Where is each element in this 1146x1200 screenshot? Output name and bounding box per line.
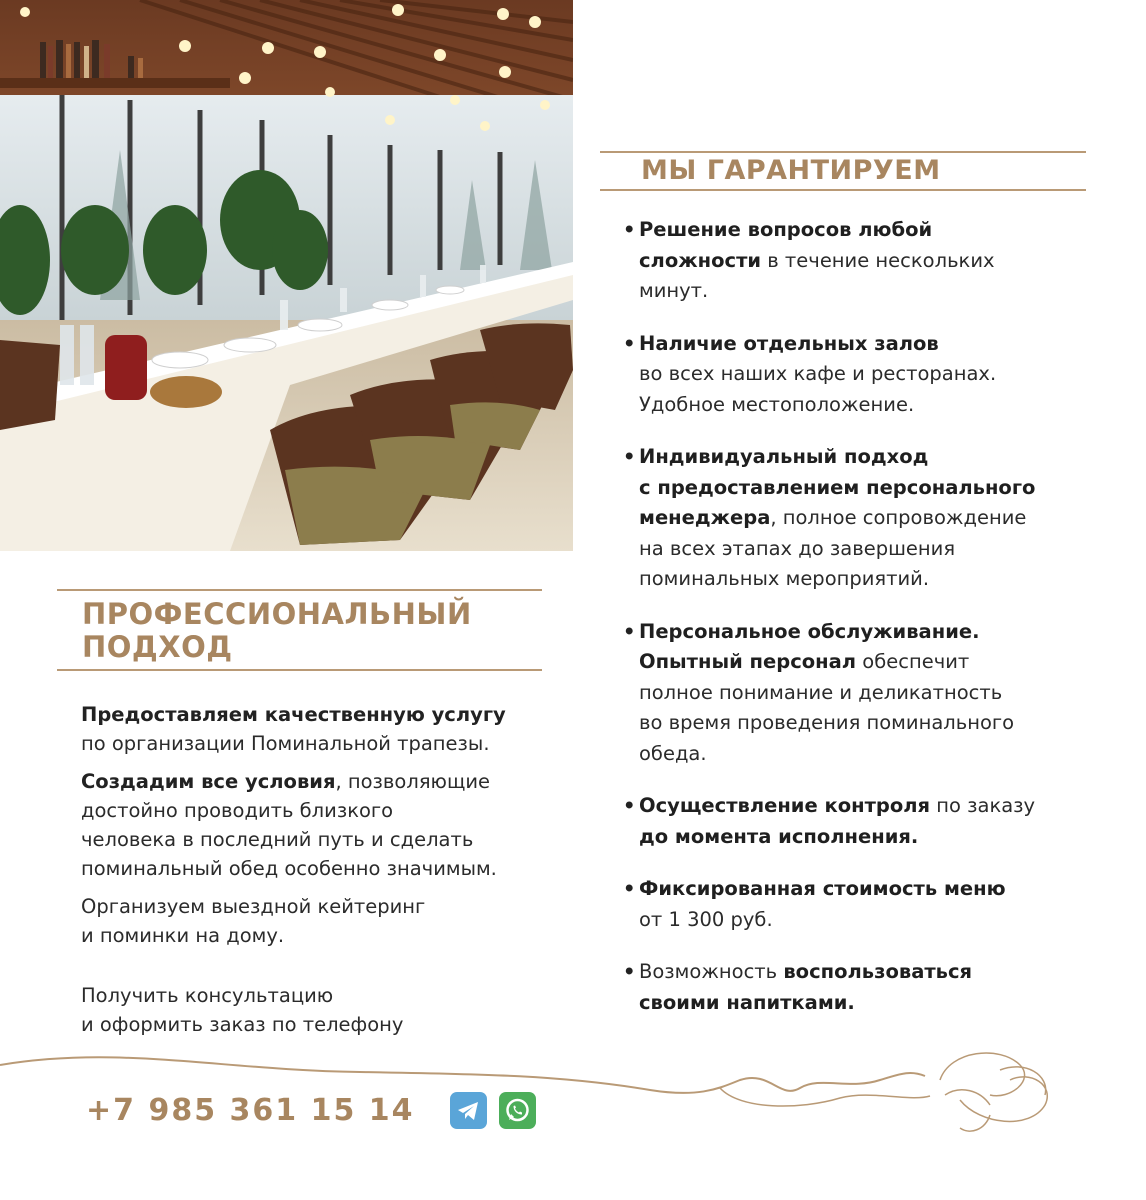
- paragraph-consult-line2: и оформить заказ по телефону: [81, 1013, 404, 1036]
- guarantee-item-3-text-b: на всех этапах до завершения: [639, 536, 956, 560]
- restaurant-photo: [0, 0, 573, 551]
- telegram-icon[interactable]: [450, 1092, 487, 1129]
- left-heading-line2: ПОДХОД: [82, 630, 233, 664]
- paragraph-consult-line1: Получить консультацию: [81, 984, 334, 1007]
- guarantee-item-2-bold: Наличие отдельных залов: [639, 331, 939, 355]
- guarantee-item: [620, 329, 1090, 421]
- guarantee-item-3-text-c: поминальных мероприятий.: [639, 567, 930, 590]
- guarantee-list: [620, 215, 1090, 1018]
- guarantee-item-1-text-b: минут.: [639, 279, 709, 302]
- guarantee-item-4-text-a: обеспечит: [856, 650, 970, 673]
- paragraph-conditions-text-b: достойно проводить близкого: [81, 799, 394, 822]
- whatsapp-icon[interactable]: [499, 1092, 536, 1129]
- paragraph-catering-line2: и поминки на дому.: [81, 924, 285, 947]
- paragraph-service-text: по организации Поминальной трапезы.: [81, 732, 490, 755]
- guarantee-item-5-bold-a: Осуществление контроля: [639, 794, 931, 817]
- right-heading: МЫ ГАРАНТИРУЕМ: [641, 155, 941, 186]
- guarantee-item-4-text-c: во время проведения поминального: [639, 711, 1015, 734]
- paragraph-consult: [81, 981, 551, 1039]
- left-body: [81, 700, 551, 1039]
- paragraph-conditions-text-d: поминальный обед особенно значимым.: [81, 857, 497, 880]
- guarantee-item-4-bold-a: Персональное обслуживание.: [639, 619, 980, 643]
- paragraph-service-bold: Предоставляем качественную услугу: [81, 703, 506, 726]
- left-heading-line1: ПРОФЕССИОНАЛЬНЫЙ: [82, 597, 472, 631]
- paragraph-conditions-text-c: человека в последний путь и сделать: [81, 828, 474, 851]
- guarantee-item-2-text-b: Удобное местоположение.: [639, 392, 915, 416]
- guarantee-item-7-bold-a: воспользоваться: [783, 960, 973, 983]
- guarantee-item: [620, 215, 1090, 307]
- guarantee-item-4-text-b: полное понимание и деликатность: [639, 680, 1003, 704]
- guarantee-item-6-text: от 1 300 руб.: [639, 907, 773, 931]
- paragraph-conditions-bold: Создадим все условия: [81, 770, 336, 793]
- paragraph-service: [81, 700, 551, 758]
- guarantee-item: [620, 874, 1090, 935]
- guarantee-item-1-bold-a: Решение вопросов любой: [639, 218, 933, 241]
- guarantee-item: [620, 442, 1090, 595]
- guarantee-item-3-bold-b: с предоставлением персонального: [639, 475, 1036, 499]
- guarantee-item-3-bold-c: менеджера: [639, 506, 771, 529]
- left-heading: [82, 598, 472, 664]
- left-heading-bottom-rule: [57, 669, 542, 671]
- right-heading-top-rule: [600, 151, 1086, 153]
- phone-number[interactable]: +7 985 361 15 14: [86, 1093, 415, 1128]
- left-heading-top-rule: [57, 589, 542, 591]
- guarantee-item: [620, 617, 1090, 770]
- guarantee-item-6-bold: Фиксированная стоимость меню: [639, 877, 1006, 900]
- guarantee-item-7-text: Возможность: [639, 960, 784, 983]
- guarantee-item-5-bold-b: до момента исполнения.: [639, 824, 919, 848]
- paragraph-catering: [81, 892, 551, 950]
- right-heading-bottom-rule: [600, 189, 1086, 191]
- guarantee-item-1-text-a: в течение нескольких: [761, 248, 995, 272]
- guarantee-item-3-bold-a: Индивидуальный подход: [639, 445, 929, 468]
- guarantee-item: [620, 957, 1090, 1018]
- guarantee-item-5-text: по заказу: [930, 794, 1036, 817]
- guarantee-item-3-text-a: , полное сопровождение: [770, 506, 1027, 529]
- guarantee-item-1-bold-b: сложности: [639, 248, 762, 272]
- paragraph-conditions-text-a: , позволяющие: [335, 770, 490, 793]
- guarantee-item-2-text-a: во всех наших кафе и ресторанах.: [639, 362, 997, 385]
- guarantee-item: [620, 791, 1090, 852]
- guarantee-item-4-text-d: обеда.: [639, 741, 707, 765]
- paragraph-conditions: [81, 767, 551, 883]
- paragraph-catering-line1: Организуем выездной кейтеринг: [81, 895, 426, 918]
- guarantee-item-7-bold-b: своими напитками.: [639, 990, 855, 1014]
- guarantee-item-4-bold-b: Опытный персонал: [639, 650, 857, 673]
